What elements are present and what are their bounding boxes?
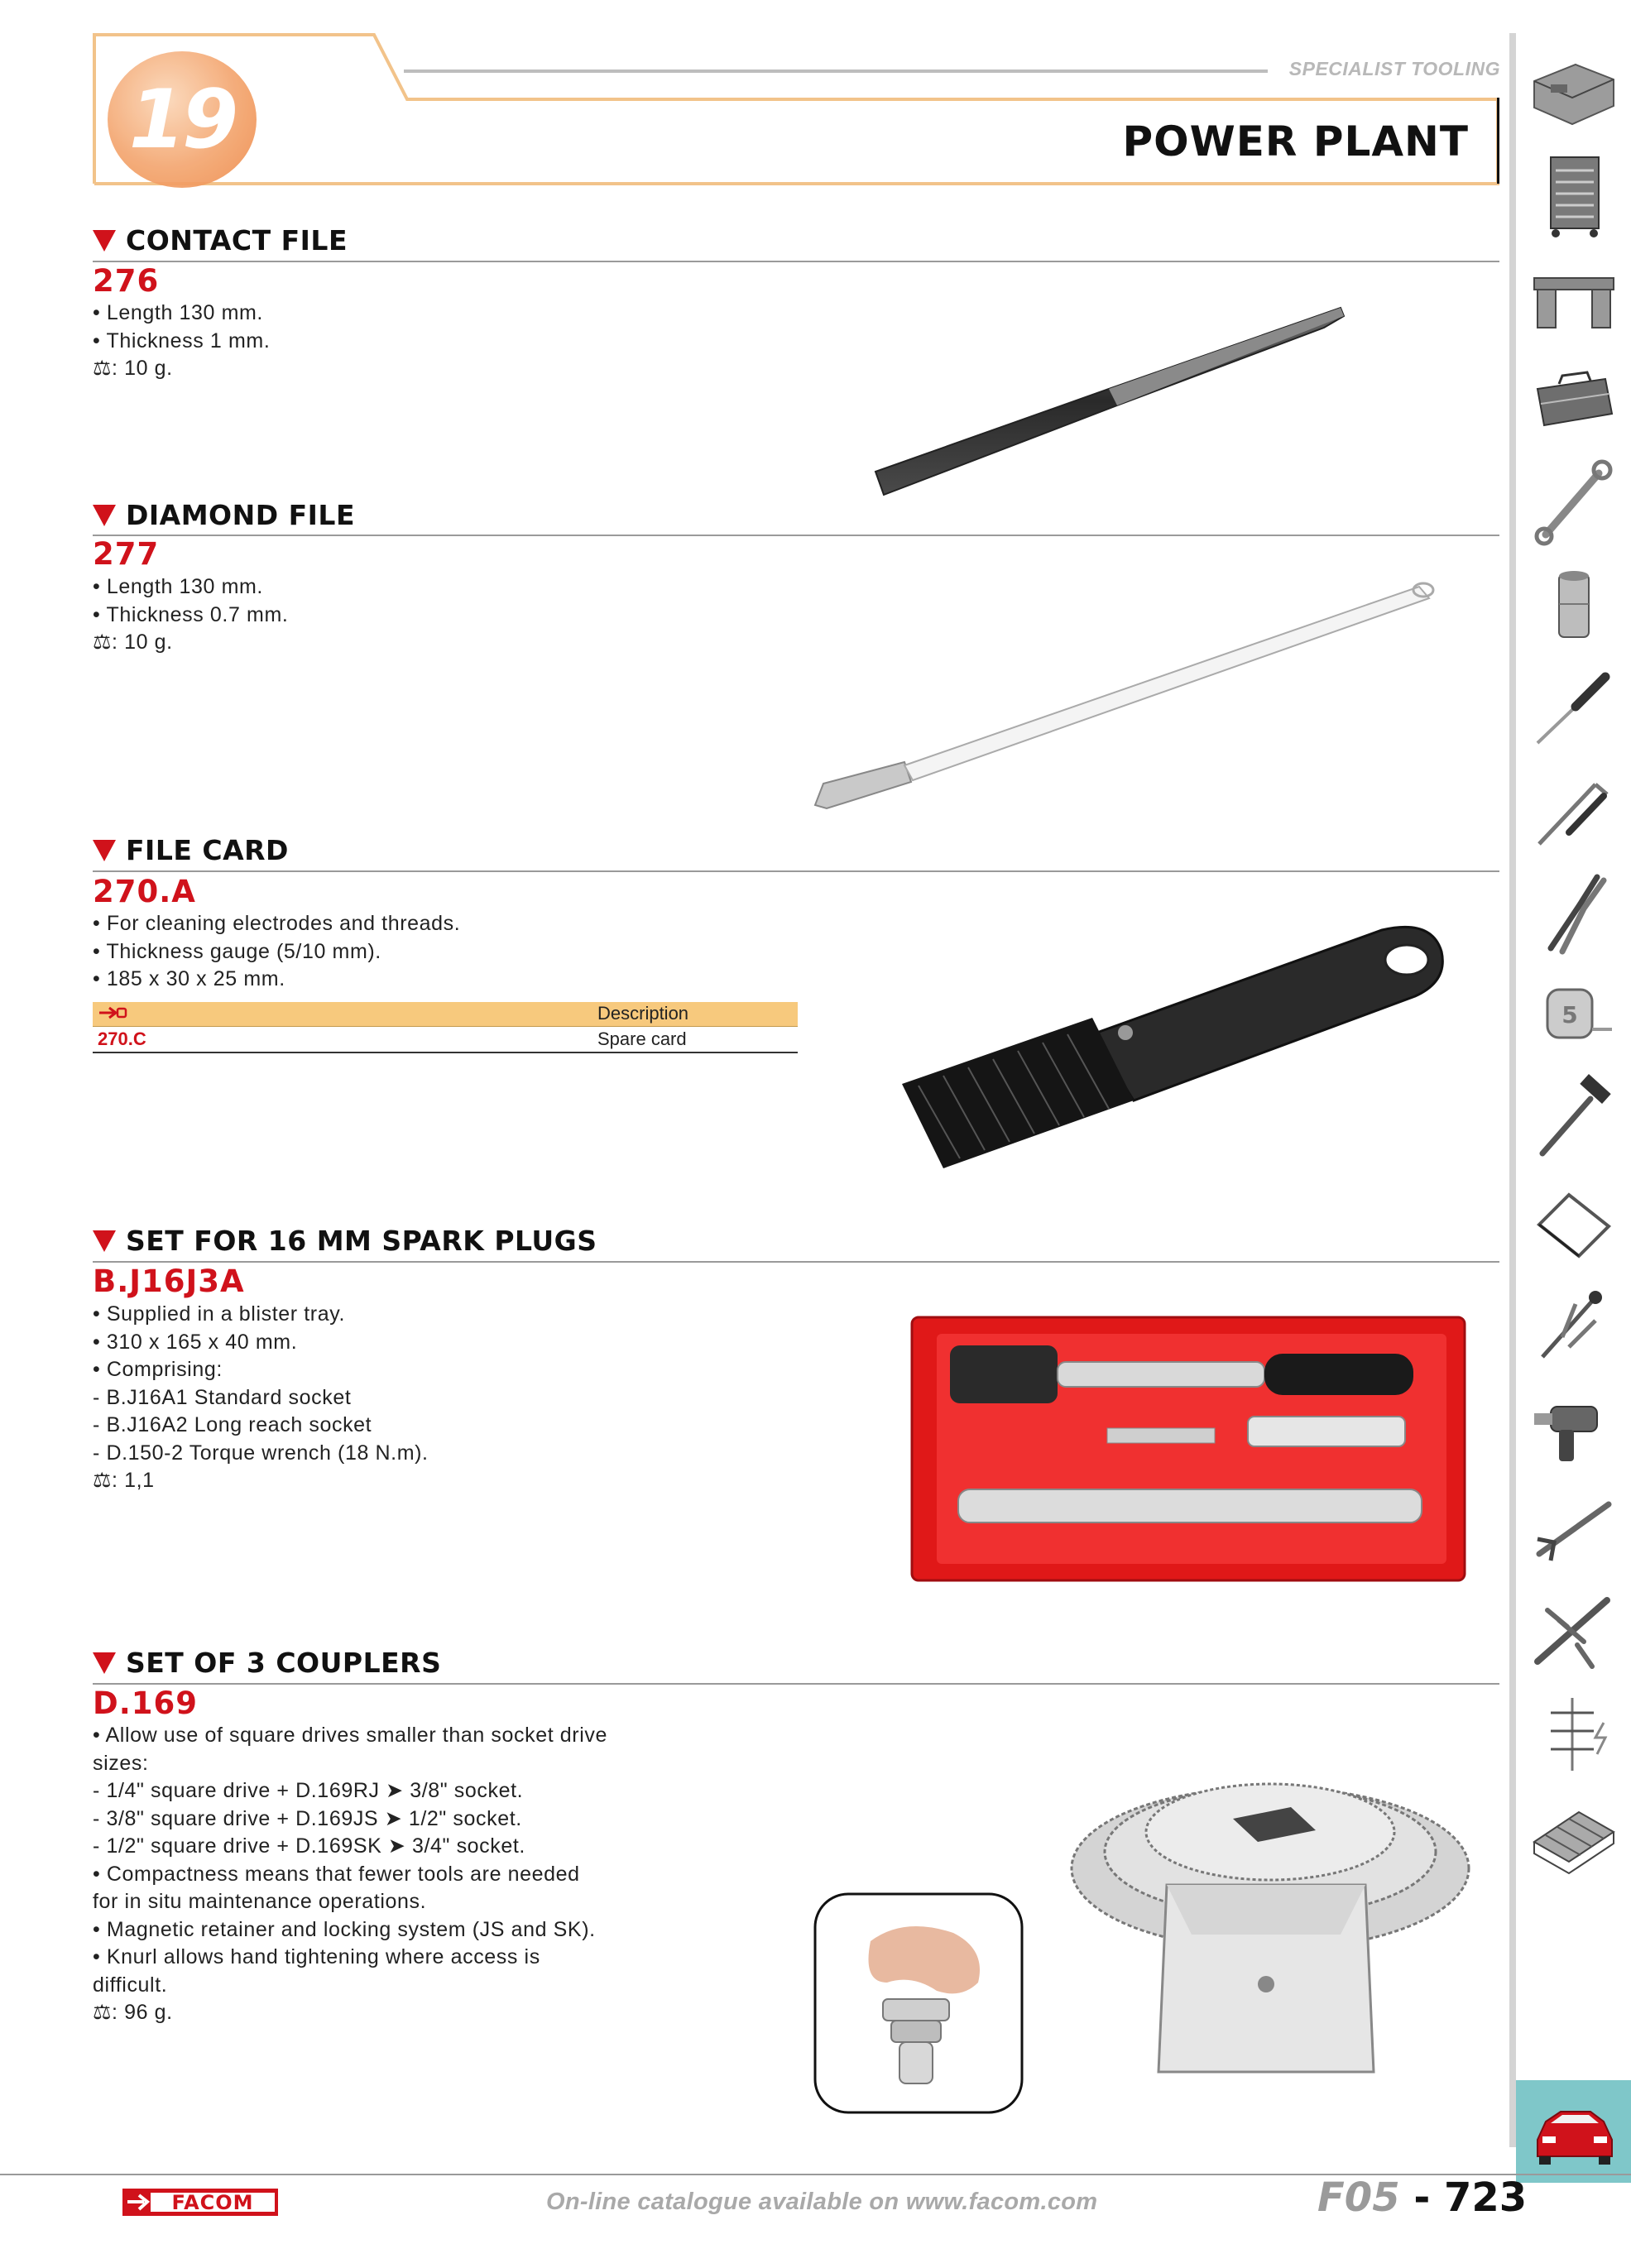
description-header-cell: Description xyxy=(597,1003,689,1024)
wrench-icon xyxy=(1526,458,1622,548)
spec-line: • Knurl allows hand tightening where access is xyxy=(93,1945,540,1968)
product-reference: D.169 xyxy=(93,1685,199,1721)
section-divider xyxy=(93,1261,1499,1263)
footer-catalogue-note: On-line catalogue available on www.facom.com xyxy=(546,2189,1098,2215)
chapter-number-badge: 19 xyxy=(108,51,257,188)
product-specs xyxy=(93,1722,607,2027)
section-divider xyxy=(93,261,1499,262)
storage-rack-icon xyxy=(1526,1792,1622,1882)
spec-line: ⚖: 10 g. xyxy=(93,357,173,380)
roller-cabinet-icon xyxy=(1526,151,1622,240)
svg-text:FACOM: FACOM xyxy=(171,2191,254,2214)
spec-line: ⚖: 96 g. xyxy=(93,2001,173,2024)
table-header-row xyxy=(93,1002,798,1026)
spec-line: • Length 130 mm. xyxy=(93,301,263,324)
hex-key-icon xyxy=(1526,766,1622,856)
reference-header-cell xyxy=(93,1002,592,1026)
product-specs xyxy=(93,573,288,657)
spec-line: • Magnetic retainer and locking system (JS and SK). xyxy=(93,1917,596,1941)
pliers-icon xyxy=(1526,869,1622,958)
page-number xyxy=(1317,2174,1527,2221)
diamond-file-image xyxy=(807,567,1444,823)
product-specs xyxy=(93,300,270,383)
product-specs xyxy=(93,1301,429,1495)
contact-file-image xyxy=(861,298,1349,505)
section-tag: SPECIALIST TOOLING xyxy=(1288,58,1500,79)
svg-text:5: 5 xyxy=(1561,1001,1578,1029)
section-title-text: DIAMOND FILE xyxy=(126,499,355,531)
spec-line: for in situ maintenance operations. xyxy=(93,1890,427,1913)
page-number-value: 723 xyxy=(1443,2174,1528,2221)
spec-line: • Supplied in a blister tray. xyxy=(93,1302,345,1326)
pipe-wrench-icon xyxy=(1526,1484,1622,1574)
coupler-set-image xyxy=(1067,1777,1473,2088)
rail-item-impact-wrench[interactable] xyxy=(1516,1375,1631,1478)
hacksaw-icon xyxy=(1526,1177,1622,1266)
spec-line: • Thickness gauge (5/10 mm). xyxy=(93,939,381,963)
spark-plug-set-image xyxy=(909,1314,1468,1584)
rail-item-hacksaw[interactable] xyxy=(1516,1170,1631,1273)
rail-item-aircraft[interactable] xyxy=(1516,1580,1631,1683)
section-spark-plug-set xyxy=(93,1225,597,1257)
product-reference: 277 xyxy=(93,536,160,572)
rail-item-electrical-tools[interactable] xyxy=(1516,1683,1631,1786)
rail-item-car[interactable] xyxy=(1516,2080,1631,2183)
catalogue-code: F05 xyxy=(1317,2174,1400,2221)
impact-wrench-icon xyxy=(1526,1382,1622,1471)
rail-item-hammer[interactable] xyxy=(1516,1067,1631,1170)
section-diamond-file xyxy=(93,499,355,531)
spec-line: sizes: xyxy=(93,1751,149,1775)
triangle-marker-icon xyxy=(93,1230,116,1252)
puller-icon xyxy=(1526,1279,1622,1369)
section-contact-file xyxy=(93,224,348,257)
screwdriver-icon xyxy=(1526,664,1622,753)
spec-line: • Allow use of square drives smaller than socket drive xyxy=(93,1724,607,1747)
spec-line: • Comprising: xyxy=(93,1358,223,1381)
tool-cabinet-icon xyxy=(1526,48,1622,137)
spec-line: - 1/4" square drive + D.169RJ ➤ 3/8" socket. xyxy=(93,1779,524,1802)
section-title-text: SET FOR 16 MM SPARK PLUGS xyxy=(126,1225,597,1257)
rail-item-workbench[interactable] xyxy=(1516,247,1631,349)
spec-line: • 185 x 30 x 25 mm. xyxy=(93,967,285,990)
coupler-in-hand-image xyxy=(813,1892,1024,2115)
rail-item-roller-cabinet[interactable] xyxy=(1516,144,1631,247)
hammer-icon xyxy=(1526,1074,1622,1163)
product-reference: 270.A xyxy=(93,874,196,909)
spec-line: - 1/2" square drive + D.169SK ➤ 3/4" socket. xyxy=(93,1834,525,1858)
rail-item-puller[interactable] xyxy=(1516,1273,1631,1375)
product-specs xyxy=(93,910,460,994)
facom-logo xyxy=(122,2189,278,2216)
spec-line: difficult. xyxy=(93,1973,168,1997)
spec-line: - B.J16A1 Standard socket xyxy=(93,1385,352,1409)
triangle-marker-icon xyxy=(93,230,116,252)
section-divider xyxy=(93,535,1499,536)
rail-item-socket[interactable] xyxy=(1516,554,1631,657)
section-title xyxy=(93,1225,597,1257)
spec-line: - B.J16A2 Long reach socket xyxy=(93,1413,372,1436)
car-icon xyxy=(1526,2087,1622,2176)
workbench-icon xyxy=(1526,253,1622,343)
table-cell-description: Spare card xyxy=(597,1028,687,1049)
section-divider xyxy=(93,1683,1499,1685)
spec-line: ⚖: 1,1 xyxy=(93,1469,155,1492)
product-reference: B.J16J3A xyxy=(93,1263,245,1299)
section-title xyxy=(93,224,348,257)
section-couplers xyxy=(93,1647,441,1679)
spec-line: • Thickness 1 mm. xyxy=(93,328,271,352)
tape-measure-icon xyxy=(1526,971,1622,1061)
rail-item-toolbox[interactable] xyxy=(1516,349,1631,452)
table-cell-reference: 270.C xyxy=(98,1028,146,1049)
rail-item-storage-rack[interactable] xyxy=(1516,1786,1631,1888)
rail-item-screwdriver[interactable] xyxy=(1516,657,1631,760)
socket-icon xyxy=(1526,561,1622,650)
page-title: POWER PLANT xyxy=(1122,117,1469,165)
triangle-marker-icon xyxy=(93,840,116,861)
page-number-separator: - xyxy=(1413,2174,1431,2221)
section-title-text: FILE CARD xyxy=(126,834,289,866)
spec-line: - D.150-2 Torque wrench (18 N.m). xyxy=(93,1441,429,1465)
spec-line: • Compactness means that fewer tools are needed xyxy=(93,1862,580,1886)
rail-divider xyxy=(1509,33,1516,2147)
spec-line: • For cleaning electrodes and threads. xyxy=(93,912,461,935)
section-title-text: SET OF 3 COUPLERS xyxy=(126,1647,442,1679)
section-title-text: CONTACT FILE xyxy=(126,224,348,257)
file-card-image xyxy=(885,910,1456,1175)
triangle-marker-icon xyxy=(93,505,116,526)
section-divider xyxy=(93,870,1499,872)
spec-line: • Thickness 0.7 mm. xyxy=(93,602,289,626)
rail-item-hex-key[interactable] xyxy=(1516,760,1631,862)
rail-item-wrench[interactable] xyxy=(1516,452,1631,554)
section-title xyxy=(93,499,355,531)
product-reference: 276 xyxy=(93,263,160,299)
triangle-marker-icon xyxy=(93,1652,116,1674)
reference-arrow-icon xyxy=(98,1006,127,1019)
spec-line: - 3/8" square drive + D.169JS ➤ 1/2" socket. xyxy=(93,1806,522,1830)
toolbox-icon xyxy=(1526,356,1622,445)
section-title xyxy=(93,834,289,866)
section-file-card xyxy=(93,834,289,866)
aircraft-icon xyxy=(1526,1587,1622,1676)
electrical-tools-icon xyxy=(1526,1690,1622,1779)
spec-line: ⚖: 10 g. xyxy=(93,631,173,654)
rail-item-pliers[interactable] xyxy=(1516,862,1631,965)
spec-line: • Length 130 mm. xyxy=(93,575,263,598)
spec-line: • 310 x 165 x 40 mm. xyxy=(93,1330,298,1354)
spare-parts-table xyxy=(93,1002,798,1053)
table-row xyxy=(93,1026,798,1052)
section-title xyxy=(93,1647,441,1679)
rail-item-pipe-wrench[interactable] xyxy=(1516,1478,1631,1580)
rail-item-tape-measure[interactable] xyxy=(1516,965,1631,1067)
rail-item-tool-cabinet[interactable] xyxy=(1516,41,1631,144)
